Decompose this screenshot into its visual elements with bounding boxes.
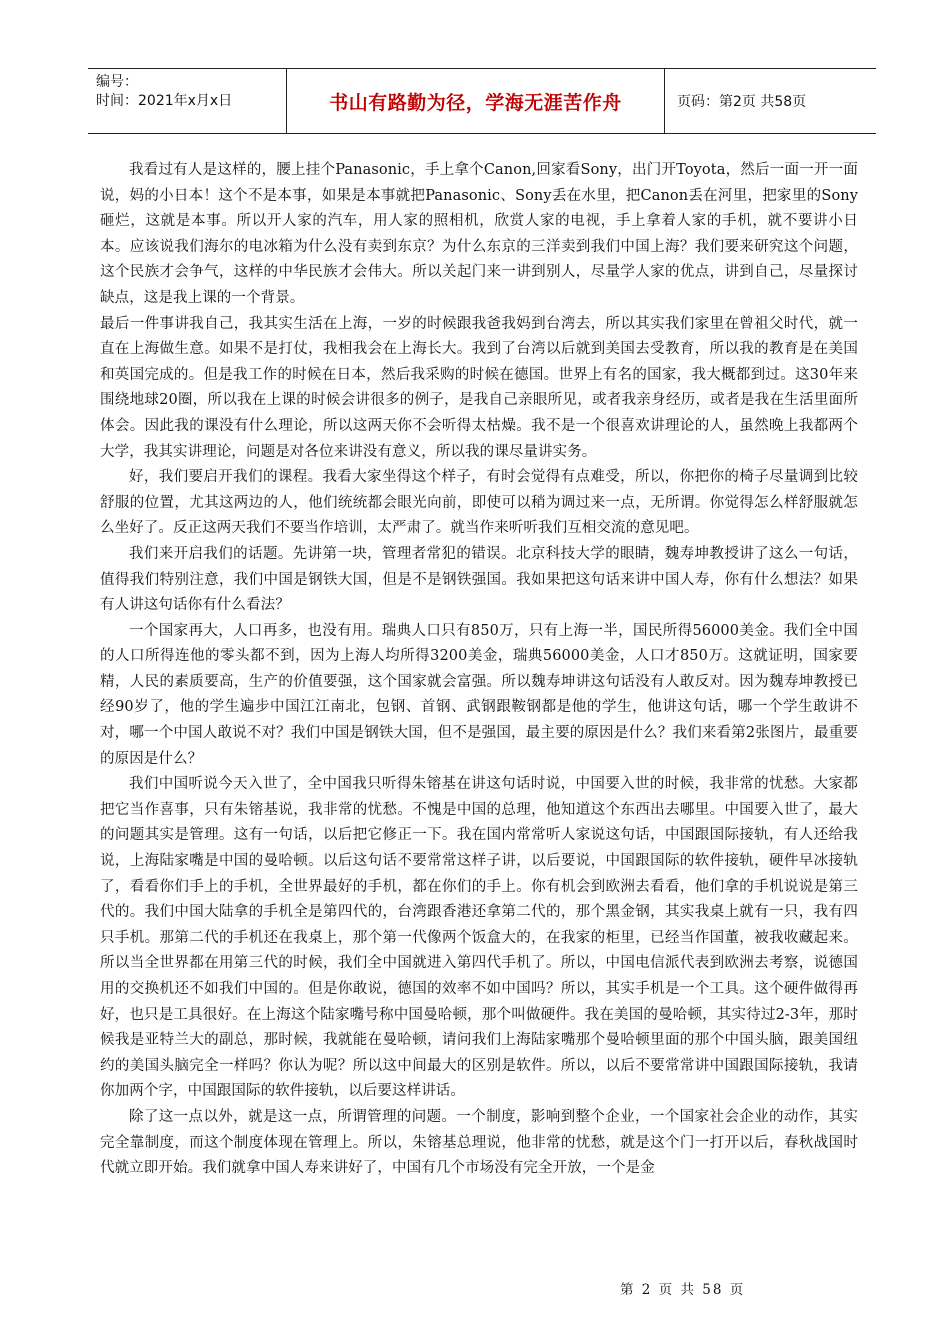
paragraph-1: 我看过有人是这样的，腰上挂个Panasonic，手上拿个Canon,回家看Sony，出门开Toyota，然后一面一开一面说，妈的小日本！这个不是本事，如果是本事就把Panasonic、Sony丢在水里，把Canon丢在河里，把家里的Sony砸烂，这就是本事。所以开人家的汽车，用人家的照相机，欣赏人家的电视，手上拿着人家的手机，就不要讲小日本。应该说我们海尔的电冰箱为什么没有卖到东京？为什么东京的三洋卖到我们中国上海？我们要来研究这个问题，这个民族才会争气，这样的中华民族才会伟大。所以关起门来一讲到别人，尽量学人家的优点，讲到自己，尽量探讨缺点，这是我上课的一个背景。 [100,162,858,306]
header-meta [88,69,287,133]
paragraph-6: 我们中国听说今天入世了，全中国我只听得朱镕基在讲这句话时说，中国要入世的时候，我非常的忧愁。大家都把它当作喜事，只有朱镕基说，我非常的忧愁。不愧是中国的总理，他知道这个东西出去哪里。中国要入世了，最大的问题其实是管理。这有一句话，以后把它修正一下。我在国内常常听人家说这句话，中国跟国际接轨，有人还给我说，上海陆家嘴是中国的曼哈顿。以后这句话不要常常这样子讲，以后要说，中国跟国际的软件接轨，硬件早冰接轨了，看看你们手上的手机，全世界最好的手机，都在你们的手上。你有机会到欧洲去看看，他们拿的手机说说是第三代的。我们中国大陆拿的手机全是第四代的，台湾跟香港还拿第二代的，那个黑金钢，其实我桌上就有一只，我有四只手机。那第二代的手机还在我桌上，那个第一代像两个饭盒大的，在我家的柜里，已经当作国董，被我收藏起来。所以当全世界都在用第三代的时候，我们全中国就进入第四代手机了。所以，中国电信派代表到欧洲去考察，说德国用的交换机还不如我们中国的。但是你敢说，德国的效率不如中国吗？所以，其实手机是一个工具。这个硬件做得再好，也只是工具很好。在上海这个陆家嘴号称中国曼哈顿，那个叫做硬件。我在美国的曼哈顿，其实待过2-3年，那时候我是亚特兰大的副总，那时候，我就能在曼哈顿，请问我们上海陆家嘴那个曼哈顿里面的那个中国头脑，跟美国纽约的美国头脑完全一样吗？你认为呢？所以这中间最大的区别是软件。所以，以后不要常常讲中国跟国际接轨，我请你加两个字，中国跟国际的软件接轨，以后要这样讲话。 [100,776,858,1100]
paragraph-7: 除了这一点以外，就是这一点，所谓管理的问题。一个制度，影响到整个企业，一个国家社会企业的动作，其实完全靠制度，而这个制度体现在管理上。所以，朱镕基总理说，他非常的忧愁，就是这个门一打开以后，春秋战国时代就立即开始。我们就拿中国人寿来讲好了，中国有几个市场没有完全开放，一个是金 [100,1108,858,1177]
paragraph-3: 好，我们要启开我们的课程。我看大家坐得这个样子，有时会觉得有点难受，所以，你把你的椅子尽量调到比较舒服的位置，尤其这两边的人，他们统统都会眼光向前，即使可以稍为调过来一点，无所谓。你觉得怎么样舒服就怎么坐好了。反正这两天我们不要当作培训，太严肃了。就当作来听听我们互相交流的意见吧。 [100,469,858,537]
document-time-label: 时间：2021年x月x日 [96,93,233,109]
paragraph-4: 我们来开启我们的话题。先讲第一块，管理者常犯的错误。北京科技大学的眼睛，魏寿坤教授讲了这么一句话，值得我们特别注意，我们中国是钢铁大国，但是不是钢铁强国。我如果把这句话来讲中国人寿，你有什么想法？如果有人讲这句话你有什么看法？ [100,545,858,614]
page-footer: 第 2 页 共 58 页 [620,1282,746,1298]
paragraph-2: 最后一件事讲我自己，我其实生活在上海，一岁的时候跟我爸我妈到台湾去，所以其实我们家里在曾祖父时代，就一直在上海做生意。如果不是打仗，我相我会在上海长大。我到了台湾以后就到美国去受教育，所以我的教育是在美国和英国完成的。但是我工作的时候在日本，然后我采购的时候在德国。世界上有名的国家，我大概都到过。这30年来围绕地球20圈，所以我在上课的时候会讲很多的例子，是我自己亲眼所见，或者我亲身经历，或者是我在生活里面所体会。因此我的课没有什么理论，所以这两天你不会听得太枯燥。我不是一个很喜欢讲理论的人，虽然晚上我都两个大学，我其实讲理论，问题是对各位来讲没有意义，所以我的课尽量讲实务。 [100,315,858,460]
document-number-label: 编号： [96,74,138,90]
header-page-label: 页码：第2页 共58页 [677,94,807,110]
page-header [88,68,876,134]
document-body [100,158,858,1182]
header-motto: 书山有路勤为径，学海无涯苦作舟 [287,69,665,133]
paragraph-5: 一个国家再大，人口再多，也没有用。瑞典人口只有850万，只有上海一半，国民所得56000美金。我们全中国的人口所得连他的零头都不到，因为上海人均所得3200美金，瑞典56000美金，人口才850万。这就证明，国家要精，人民的素质要高，生产的价值要强，这个国家就会富强。所以魏寿坤讲这句话没有人敢反对。因为魏寿坤教授已经90岁了，他的学生遍步中国江江南北，包钢、首钢、武钢跟鞍钢都是他的学生，他讲这句话，哪一个学生敢讲不对，哪一个中国人敢说不对？我们中国是钢铁大国，但不是强国，最主要的原因是什么？我们来看第2张图片，最重要的原因是什么？ [100,622,858,767]
